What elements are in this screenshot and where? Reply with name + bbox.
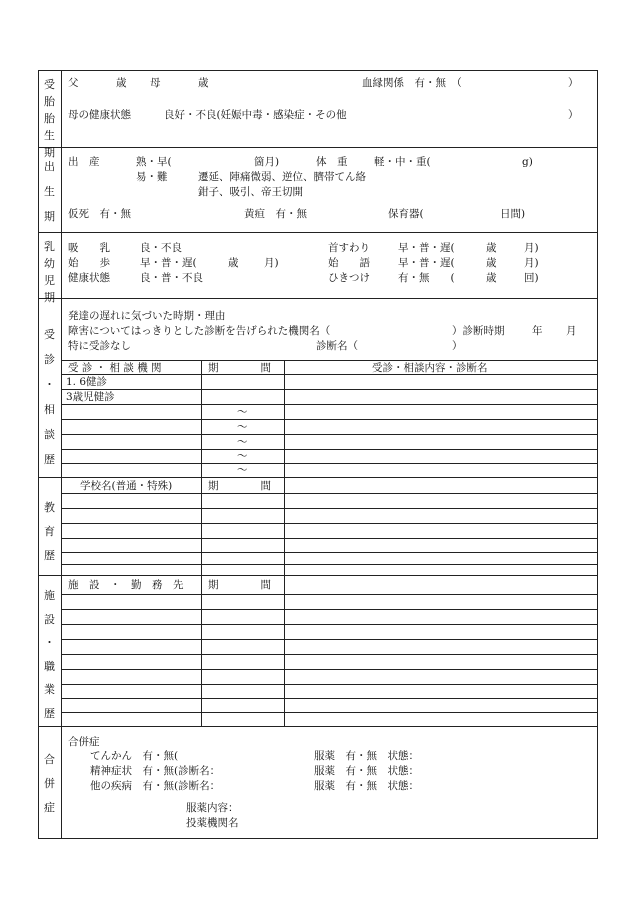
section-label-prenatal: 受 胎 胎 生 期 — [44, 78, 55, 159]
head-control-month-unit: 月) — [524, 242, 539, 254]
facility-row-line — [61, 624, 598, 625]
frame-left — [38, 70, 39, 839]
consult-period-tilde: 〜 — [237, 436, 248, 448]
section-label-infancy: 乳 幼 児 期 — [44, 240, 55, 304]
frame-right — [597, 70, 598, 839]
speech-label: 始 語 — [328, 257, 370, 269]
consult-row-institution: 1. 6健診 — [66, 376, 108, 388]
blood-relation-field: 血縁関係 有・無 （ — [362, 77, 462, 89]
health-condition-options: 良・普・不良 — [140, 272, 203, 284]
frame-bottom — [38, 838, 598, 839]
father-label: 父 — [68, 77, 79, 89]
education-col-divider-1 — [201, 477, 202, 575]
education-row-line — [61, 538, 598, 539]
section-label-birth: 出 生 期 — [44, 160, 55, 223]
head-control-age-unit: 歳 — [486, 242, 497, 254]
diagnosis-year-unit: 年 — [532, 325, 543, 337]
medication-content-label: 服薬内容： — [186, 802, 239, 814]
education-row-line — [61, 508, 598, 509]
complication-title: 合併症 — [68, 736, 100, 748]
consult-period-tilde: 〜 — [237, 421, 248, 433]
epilepsy-field: てんかん 有・無( — [90, 750, 179, 762]
father-age-unit: 歳 — [116, 77, 127, 89]
consult-period-tilde: 〜 — [237, 450, 248, 462]
convulsion-label: ひきつけ — [328, 272, 370, 284]
facility-row-line — [61, 712, 598, 713]
divider-education-facility — [38, 575, 598, 576]
divider-birth-infancy — [38, 232, 598, 233]
walking-label: 始 歩 — [68, 257, 110, 269]
delivery-complications-2: 鉗子、吸引、帝王切開 — [198, 186, 303, 198]
consult-row-line — [61, 374, 598, 375]
facility-col-period-header: 期 間 — [208, 579, 271, 591]
incubator-field: 保育器( — [388, 208, 424, 220]
education-row-line — [61, 552, 598, 553]
facility-col-divider-2 — [284, 575, 285, 726]
mother-age-unit: 歳 — [198, 77, 209, 89]
asphyxia-field: 仮死 有・無 — [68, 208, 131, 220]
diagnosis-name-close: ） — [452, 340, 463, 352]
walking-age-unit: 歳 — [228, 257, 239, 269]
education-row-line — [61, 523, 598, 524]
facility-row-line — [61, 698, 598, 699]
delivery-complications-1: 遷延、陣痛微弱、逆位、臍帯てん絡 — [198, 171, 366, 183]
diagnosis-name-label: 診断名（ — [316, 340, 358, 352]
consult-table-top — [61, 360, 598, 361]
divider-infancy-consult — [38, 298, 598, 299]
jaundice-field: 黄疸 有・無 — [244, 208, 307, 220]
divider-facility-complication — [38, 726, 598, 727]
medication-field: 服薬 有・無 状態： — [314, 765, 419, 777]
education-col-divider-2 — [284, 477, 285, 575]
incubator-days-unit: 日間) — [500, 208, 526, 220]
facility-row-line — [61, 684, 598, 685]
weight-unit: g) — [522, 156, 533, 168]
facility-col-workplace-header: 施 設 ・ 勤 務 先 — [68, 579, 184, 591]
mother-health-label: 母の健康状態 — [68, 109, 131, 121]
convulsion-age-unit: 歳 — [486, 272, 497, 284]
head-control-label: 首すわり — [328, 242, 370, 254]
consult-row-line — [61, 404, 598, 405]
birth-label: 出 産 — [68, 156, 100, 168]
section-label-facility: 施 設 ・ 職 業 歴 — [44, 589, 55, 720]
consult-row-line — [61, 449, 598, 450]
head-control-options: 早・普・遅( — [398, 242, 455, 254]
mother-health-close: ） — [568, 109, 579, 121]
facility-row-line — [61, 669, 598, 670]
birth-weeks-unit: 箇月) — [254, 156, 280, 168]
no-consultation-label: 特に受診なし — [68, 340, 131, 352]
consult-row-line — [61, 434, 598, 435]
divider-prenatal-birth — [38, 147, 598, 148]
speech-age-unit: 歳 — [486, 257, 497, 269]
speech-options: 早・普・遅( — [398, 257, 455, 269]
weight-label: 体 重 — [316, 156, 348, 168]
other-disease-field: 他の疾病 有・無(診断名： — [90, 780, 221, 792]
walking-month-unit: 月) — [264, 257, 279, 269]
weight-options: 軽・中・重( — [374, 156, 431, 168]
consult-period-tilde: 〜 — [237, 406, 248, 418]
consult-col-period-header: 期 間 — [208, 362, 271, 374]
education-col-period-header: 期 間 — [208, 480, 271, 492]
diagnosis-institution-close: ）診断時期 — [452, 325, 505, 337]
facility-row-line — [61, 594, 598, 595]
section-label-consult: 受 診 ・ 相 談 歴 — [44, 328, 55, 466]
education-row-line — [61, 493, 598, 494]
blood-relation-close: ） — [568, 77, 579, 89]
delay-noticed-label: 発達の遅れに気づいた時期・理由 — [68, 310, 226, 322]
section-label-education: 教 育 歴 — [44, 501, 55, 562]
convulsion-options: 有・無 ( — [398, 272, 455, 284]
section-label-divider — [61, 70, 62, 839]
sucking-label: 吸 乳 — [68, 242, 110, 254]
consult-period-tilde: 〜 — [237, 464, 248, 476]
convulsion-count-unit: 回) — [524, 272, 539, 284]
diagnosis-institution-label: 障害についてはっきりとした診断を告げられた機関名（ — [68, 325, 331, 337]
diagnosis-month-unit: 月 — [566, 325, 577, 337]
divider-consult-education — [38, 477, 598, 478]
facility-row-line — [61, 609, 598, 610]
facility-col-divider-1 — [201, 575, 202, 726]
section-label-complication: 合 併 症 — [44, 753, 55, 814]
psychiatric-field: 精神症状 有・無(診断名： — [90, 765, 221, 777]
health-condition-label: 健康状態 — [68, 272, 110, 284]
mother-health-options: 良好・不良(妊娠中毒・感染症・その他 — [164, 109, 347, 121]
consult-col-institution-header: 受 診 ・ 相 談 機 関 — [68, 362, 162, 374]
medication-field: 服薬 有・無 状態： — [314, 750, 419, 762]
medication-field: 服薬 有・無 状態： — [314, 780, 419, 792]
consult-row-line — [61, 463, 598, 464]
facility-row-line — [61, 654, 598, 655]
consult-row-line — [61, 389, 598, 390]
walking-options: 早・普・遅( — [140, 257, 197, 269]
speech-month-unit: 月) — [524, 257, 539, 269]
consult-row-line — [61, 419, 598, 420]
consult-row-institution: 3歳児健診 — [66, 391, 115, 403]
education-col-school-header: 学校名(普通・特殊) — [80, 480, 173, 492]
birth-term-options: 熟・早( — [136, 156, 172, 168]
facility-row-line — [61, 639, 598, 640]
sucking-options: 良・不良 — [140, 242, 182, 254]
prescribing-institution-label: 投薬機関名 — [186, 817, 239, 829]
frame-top — [38, 70, 598, 71]
consult-col-content-header: 受診・相談内容・診断名 — [372, 362, 488, 374]
education-row-line — [61, 564, 598, 565]
delivery-ease-options: 易・難 — [136, 171, 168, 183]
mother-label: 母 — [150, 77, 161, 89]
